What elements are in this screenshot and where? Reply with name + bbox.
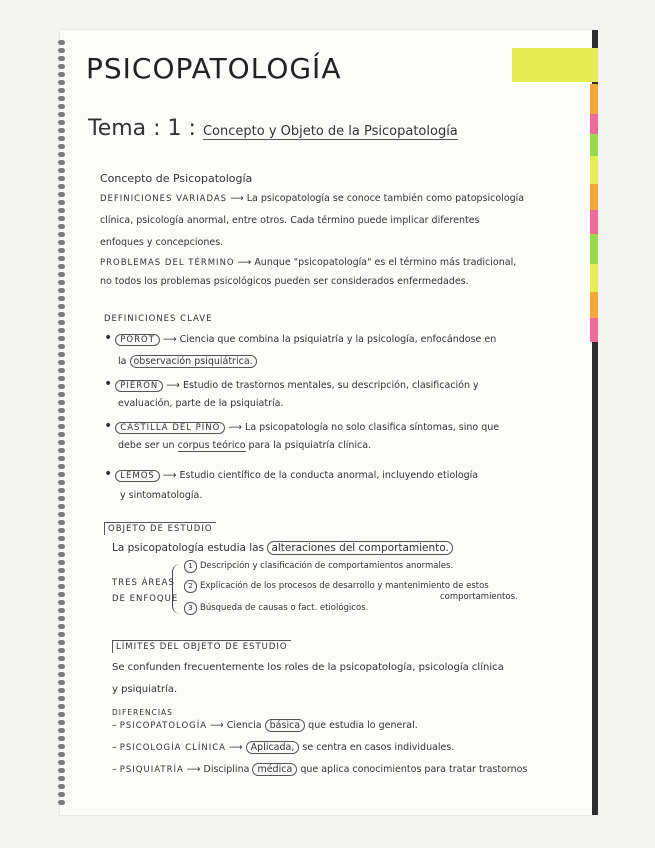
diferencia-1: – PSICOPATOLOGÍA ⟶ Ciencia básica que estudia lo general.	[112, 720, 418, 731]
prob-text-1: Aunque "psicopatología" es el término más tradicional,	[254, 257, 517, 268]
spiral-ring	[58, 776, 65, 781]
spiral-ring	[58, 136, 65, 141]
spiral-ring	[58, 104, 65, 109]
spiral-ring	[58, 176, 65, 181]
spiral-ring	[58, 560, 65, 565]
index-tab	[590, 114, 598, 134]
spiral-ring	[58, 696, 65, 701]
spiral-ring	[58, 800, 65, 805]
diferencia-2: – PSICOLOGÍA CLÍNICA ⟶ Aplicada, se centra en casos individuales.	[112, 742, 455, 753]
def-text-1: La psicopatología se conoce también como patopsicología	[246, 193, 525, 204]
spiral-ring	[58, 240, 65, 245]
dif-3-pre: Disciplina	[203, 764, 250, 775]
spiral-ring	[58, 448, 65, 453]
spiral-ring	[58, 304, 65, 309]
spiral-ring	[58, 128, 65, 133]
areas-brace	[172, 564, 181, 614]
sticky-note	[512, 48, 598, 82]
spiral-binding	[58, 40, 68, 810]
spiral-ring	[58, 552, 65, 557]
clave-porot-line-2	[118, 356, 257, 367]
spiral-ring	[58, 728, 65, 733]
dif-1-name: PSICOPATOLOGÍA	[119, 721, 208, 731]
claves-heading: DEFINICIONES CLAVE	[104, 314, 213, 324]
spiral-ring	[58, 144, 65, 149]
spiral-ring	[58, 528, 65, 533]
limites-line-1: Se confunden frecuentemente los roles de la psicopatología, psicología clínica	[112, 662, 504, 673]
spiral-ring	[58, 400, 65, 405]
clave-lemos-line-1: • LEMOS ⟶ Estudio científico de la conducta anormal, incluyendo etiología	[104, 466, 479, 482]
index-tab	[590, 184, 598, 210]
castilla-underlined-term: corpus teórico	[177, 440, 246, 451]
dif-3-name: PSIQUIATRÍA	[119, 765, 184, 775]
spiral-ring	[58, 536, 65, 541]
spiral-ring	[58, 592, 65, 597]
spiral-ring	[58, 440, 65, 445]
porot-boxed-term: observación psiquiátrica.	[130, 355, 257, 368]
spiral-ring	[58, 200, 65, 205]
limites-heading: LÍMITES DEL OBJETO DE ESTUDIO	[112, 640, 291, 653]
clave-pieron-line-1: • PIERON ⟶ Estudio de trastornos mentales, su descripción, clasificación y	[104, 376, 479, 392]
area-1-num: 1	[184, 560, 197, 573]
clave-lemos-line-2: y sintomatología.	[120, 490, 203, 501]
diferencias-heading: DIFERENCIAS	[112, 708, 173, 717]
spiral-ring	[58, 376, 65, 381]
spiral-ring	[58, 464, 65, 469]
index-tab	[590, 156, 598, 184]
dif-1-circled: básica	[265, 719, 306, 732]
castilla-text-2-post: para la psiquiatría clínica.	[248, 440, 372, 451]
dif-3-post: que aplica conocimientos para tratar trastornos	[300, 764, 528, 775]
def-line-1: DEFINICIONES VARIADAS ⟶ La psicopatología se conoce también como patopsicología	[100, 193, 525, 204]
spiral-ring	[58, 216, 65, 221]
lemos-text-1: Estudio científico de la conducta anormal, incluyendo etiología	[179, 470, 479, 481]
spiral-ring	[58, 640, 65, 645]
spiral-ring	[58, 576, 65, 581]
spiral-ring	[58, 72, 65, 77]
spiral-ring	[58, 480, 65, 485]
spiral-ring	[58, 784, 65, 789]
spiral-ring	[58, 760, 65, 765]
spiral-ring	[58, 680, 65, 685]
area-2-text: Explicación de los procesos de desarrollo y mantenimiento de estos	[200, 581, 489, 591]
spiral-ring	[58, 520, 65, 525]
spiral-ring	[58, 672, 65, 677]
spiral-ring	[58, 616, 65, 621]
def-line-3: enfoques y concepciones.	[100, 237, 224, 248]
spiral-ring	[58, 384, 65, 389]
pieron-text-1: Estudio de trastornos mentales, su descripción, clasificación y	[182, 380, 479, 391]
prob-line-2: no todos los problemas psicológicos pueden ser considerados enfermedades.	[100, 276, 469, 287]
spiral-ring	[58, 312, 65, 317]
spiral-ring	[58, 688, 65, 693]
area-1	[184, 560, 453, 573]
spiral-ring	[58, 544, 65, 549]
spiral-ring	[58, 48, 65, 53]
spiral-ring	[58, 248, 65, 253]
spiral-ring	[58, 744, 65, 749]
objeto-boxed-term: alteraciones del comportamiento.	[267, 541, 452, 555]
spiral-ring	[58, 632, 65, 637]
spiral-ring	[58, 664, 65, 669]
spiral-ring	[58, 320, 65, 325]
spiral-ring	[58, 40, 65, 45]
spiral-ring	[58, 360, 65, 365]
spiral-ring	[58, 608, 65, 613]
prob-line-1: PROBLEMAS DEL TÉRMINO ⟶ Aunque "psicopatología" es el término más tradicional,	[100, 257, 517, 268]
clave-pieron-line-2: evaluación, parte de la psiquiatría.	[118, 398, 284, 409]
index-tab	[590, 84, 598, 114]
spiral-ring	[58, 112, 65, 117]
spiral-ring	[58, 280, 65, 285]
spiral-ring	[58, 64, 65, 69]
spiral-ring	[58, 352, 65, 357]
porot-text-1: Ciencia que combina la psiquiatría y la psicología, enfocándose en	[179, 334, 497, 345]
tema-label: Tema	[88, 116, 147, 141]
spiral-ring	[58, 168, 65, 173]
dif-2-circled: Aplicada,	[246, 741, 300, 754]
spiral-ring	[58, 184, 65, 189]
spiral-ring	[58, 96, 65, 101]
spiral-ring	[58, 424, 65, 429]
area-2-num: 2	[184, 580, 197, 593]
spiral-ring	[58, 472, 65, 477]
def-line-2: clínica, psicología anormal, entre otros. Cada término puede implicar diferentes	[100, 215, 480, 226]
spiral-ring	[58, 752, 65, 757]
area-3-num: 3	[184, 602, 197, 615]
area-2-cont: comportamientos.	[440, 592, 518, 602]
spiral-ring	[58, 584, 65, 589]
limites-line-2: y psiquiatría.	[112, 684, 178, 695]
spiral-ring	[58, 232, 65, 237]
page-title: PSICOPATOLOGÍA	[86, 52, 342, 85]
spiral-ring	[58, 368, 65, 373]
spiral-ring	[58, 256, 65, 261]
spiral-ring	[58, 224, 65, 229]
objeto-text-pre: La psicopatología estudia las	[112, 542, 265, 554]
spiral-ring	[58, 344, 65, 349]
spiral-ring	[58, 568, 65, 573]
prob-label: PROBLEMAS DEL TÉRMINO	[100, 258, 235, 268]
porot-text-2-pre: la	[118, 356, 127, 367]
objeto-line	[112, 542, 453, 554]
dif-2-post: se centra en casos individuales.	[302, 742, 455, 753]
dif-3-circled: médica	[252, 763, 297, 776]
index-tab	[590, 292, 598, 318]
spiral-ring	[58, 208, 65, 213]
diferencia-3: – PSIQUIATRÍA ⟶ Disciplina médica que aplica conocimientos para tratar trastornos	[112, 764, 528, 775]
spiral-ring	[58, 152, 65, 157]
spiral-ring	[58, 288, 65, 293]
dif-1-pre: Ciencia	[226, 720, 262, 731]
area-3	[184, 602, 368, 615]
area-1-text: Descripción y clasificación de comportamientos anormales.	[200, 561, 454, 571]
castilla-text-2-pre: debe ser un	[118, 440, 175, 451]
spiral-ring	[58, 416, 65, 421]
dif-1-post: que estudia lo general.	[308, 720, 418, 731]
author-castilla: CASTILLA DEL PINO	[115, 422, 225, 434]
spiral-ring	[58, 488, 65, 493]
objeto-heading: OBJETO DE ESTUDIO	[104, 522, 216, 535]
index-tab	[590, 134, 598, 156]
spiral-ring	[58, 720, 65, 725]
def-label: DEFINICIONES VARIADAS	[100, 194, 228, 204]
clave-castilla-line-1: • CASTILLA DEL PINO ⟶ La psicopatología no solo clasifica síntomas, sino que	[104, 418, 500, 434]
castilla-text-1: La psicopatología no solo clasifica síntomas, sino que	[245, 422, 500, 433]
clave-castilla-line-2	[118, 440, 371, 451]
index-tab	[590, 210, 598, 234]
index-tab	[590, 264, 598, 292]
spiral-ring	[58, 704, 65, 709]
spiral-ring	[58, 160, 65, 165]
spiral-ring	[58, 712, 65, 717]
spiral-ring	[58, 392, 65, 397]
spiral-ring	[58, 272, 65, 277]
index-tab	[590, 318, 598, 342]
spiral-ring	[58, 792, 65, 797]
spiral-ring	[58, 736, 65, 741]
author-pieron: PIERON	[115, 380, 163, 392]
spiral-ring	[58, 768, 65, 773]
areas-label-2: DE ENFOQUE	[112, 594, 179, 604]
spiral-ring	[58, 456, 65, 461]
spiral-ring	[58, 656, 65, 661]
spiral-ring	[58, 88, 65, 93]
spiral-ring	[58, 408, 65, 413]
spiral-ring	[58, 504, 65, 509]
spiral-ring	[58, 80, 65, 85]
spiral-ring	[58, 120, 65, 125]
spiral-ring	[58, 512, 65, 517]
dif-2-name: PSICOLOGÍA CLÍNICA	[119, 743, 226, 753]
tema-subtitle: Concepto y Objeto de la Psicopatología	[202, 124, 458, 139]
area-3-text: Búsqueda de causas o fact. etiológicos.	[200, 603, 369, 613]
spiral-ring	[58, 56, 65, 61]
spiral-ring	[58, 432, 65, 437]
tema-heading	[88, 116, 458, 141]
spiral-ring	[58, 600, 65, 605]
spiral-ring	[58, 192, 65, 197]
spiral-ring	[58, 328, 65, 333]
spiral-ring	[58, 624, 65, 629]
spiral-ring	[58, 264, 65, 269]
spiral-ring	[58, 336, 65, 341]
concepto-heading: Concepto de Psicopatología	[100, 172, 253, 185]
author-porot: POROT	[115, 334, 160, 346]
author-lemos: LEMOS	[115, 470, 160, 482]
tema-number: : 1 :	[153, 116, 196, 141]
spiral-ring	[58, 296, 65, 301]
spiral-ring	[58, 496, 65, 501]
index-tab	[590, 234, 598, 264]
spiral-ring	[58, 648, 65, 653]
areas-label-1: TRES ÁREAS	[112, 578, 175, 588]
clave-porot-line-1: • POROT ⟶ Ciencia que combina la psiquiatría y la psicología, enfocándose en	[104, 330, 497, 346]
